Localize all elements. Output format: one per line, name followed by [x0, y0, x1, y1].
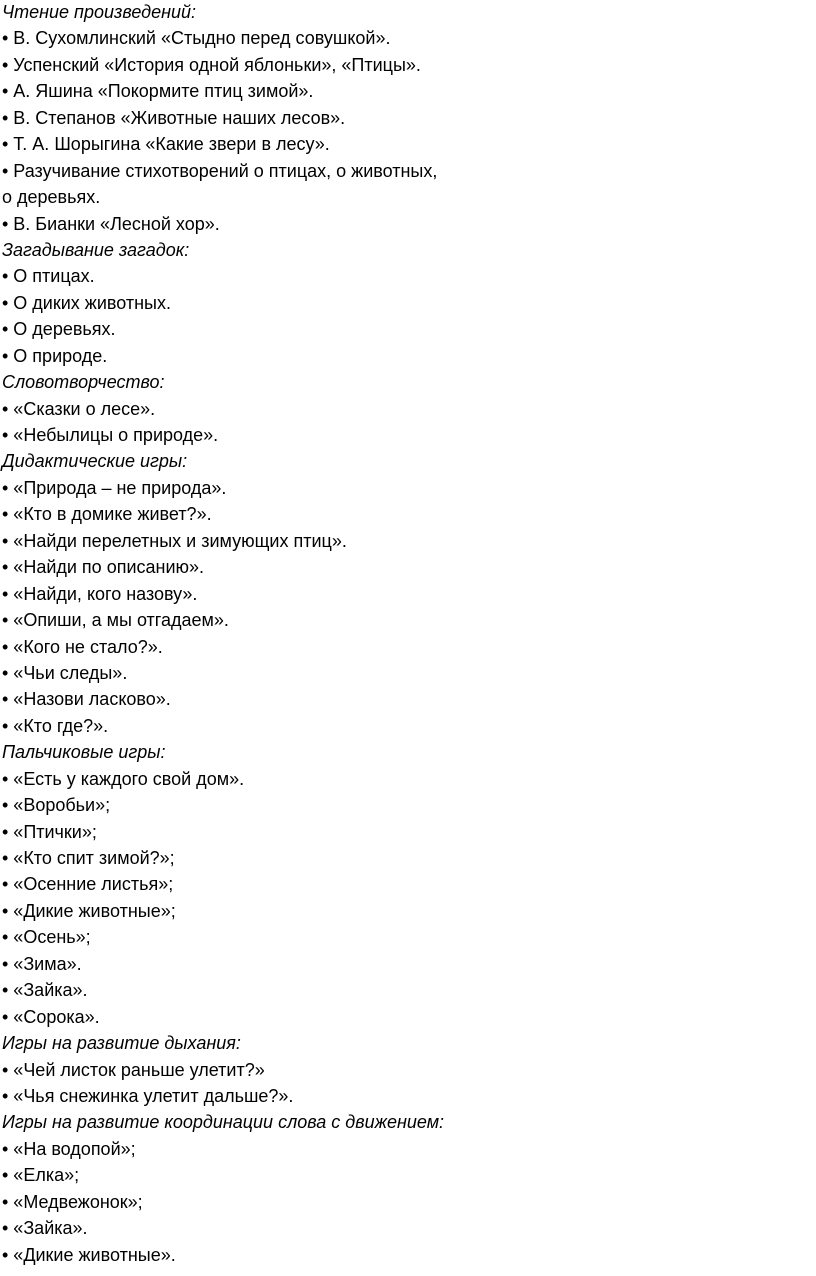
list-item: • «Зайка». [2, 980, 88, 1001]
list-item: • «Кто спит зимой?»; [2, 848, 175, 868]
section-heading: Словотворчество: [2, 372, 165, 393]
list-item: • «Осенние листья»; [2, 874, 174, 895]
list-item: • В. Степанов «Животные наших лесов». [2, 107, 346, 128]
list-item: • Разучивание стихотворений о птицах, о животных, [2, 160, 438, 181]
section-heading: Дидактические игры: [2, 451, 188, 472]
list-item: • «Дикие животные»; [2, 900, 176, 921]
list-item: • Успенский «История одной яблоньки», «Птицы». [2, 54, 421, 75]
list-item: • «Опиши, а мы отгадаем». [2, 610, 229, 631]
list-item: • «Найди, кого назову». [2, 583, 198, 604]
list-item: • «Найди перелетных и зимующих птиц». [2, 530, 347, 551]
list-item: • А. Яшина «Покормите птиц зимой». [2, 81, 314, 102]
section-heading: Загадывание загадок: [2, 239, 190, 260]
list-item: • «Медвежонок»; [2, 1191, 143, 1212]
list-item: • «Сорока». [2, 1006, 100, 1027]
list-item: • «Есть у каждого свой дом». [2, 768, 245, 789]
list-item: • «Елка»; [2, 1165, 80, 1186]
list-item: • О деревьях. [2, 319, 116, 340]
list-item: • «Чей листок раньше улетит?» [2, 1059, 265, 1080]
list-item: • «Природа – не природа». [2, 477, 227, 498]
list-item: • Т. А. Шорыгина «Какие звери в лесу». [2, 134, 330, 155]
list-item: о деревьях. [2, 187, 101, 208]
list-item: • «Воробьи»; [2, 795, 111, 816]
section-heading: Чтение произведений: [2, 2, 197, 22]
list-item: • «Кто в домике живет?». [2, 504, 212, 525]
list-item: • В. Сухомлинский «Стыдно перед совушкой». [2, 28, 391, 49]
list-item: • «Осень»; [2, 927, 91, 948]
list-item: • «Чья снежинка улетит дальше?». [2, 1085, 294, 1106]
list-item: • В. Бианки «Лесной хор». [2, 213, 220, 234]
section-heading: Пальчиковые игры: [2, 742, 166, 763]
list-item: • «Чьи следы». [2, 662, 128, 683]
list-item: • «На водопой»; [2, 1138, 136, 1159]
list-item: • «Небылицы о природе». [2, 425, 219, 445]
list-item: • О птицах. [2, 266, 95, 287]
list-item: • «Найди по описанию». [2, 557, 205, 578]
list-item: • «Кого не стало?». [2, 636, 163, 657]
list-item: • «Птички»; [2, 821, 97, 842]
list-item: • «Сказки о лесе». [2, 398, 156, 419]
list-item: • «Назови ласково». [2, 689, 171, 710]
section-heading: Игры на развитие координации слова с движением: [2, 1112, 445, 1133]
list-item: • «Дикие животные». [2, 1244, 176, 1265]
list-item: • О диких животных. [2, 292, 171, 313]
list-item: • «Зима». [2, 953, 82, 974]
list-item: • «Зайка». [2, 1218, 88, 1239]
section-heading: Игры на развитие дыхания: [2, 1033, 241, 1054]
list-item: • «Кто где?». [2, 715, 109, 736]
list-item: • О природе. [2, 345, 108, 366]
